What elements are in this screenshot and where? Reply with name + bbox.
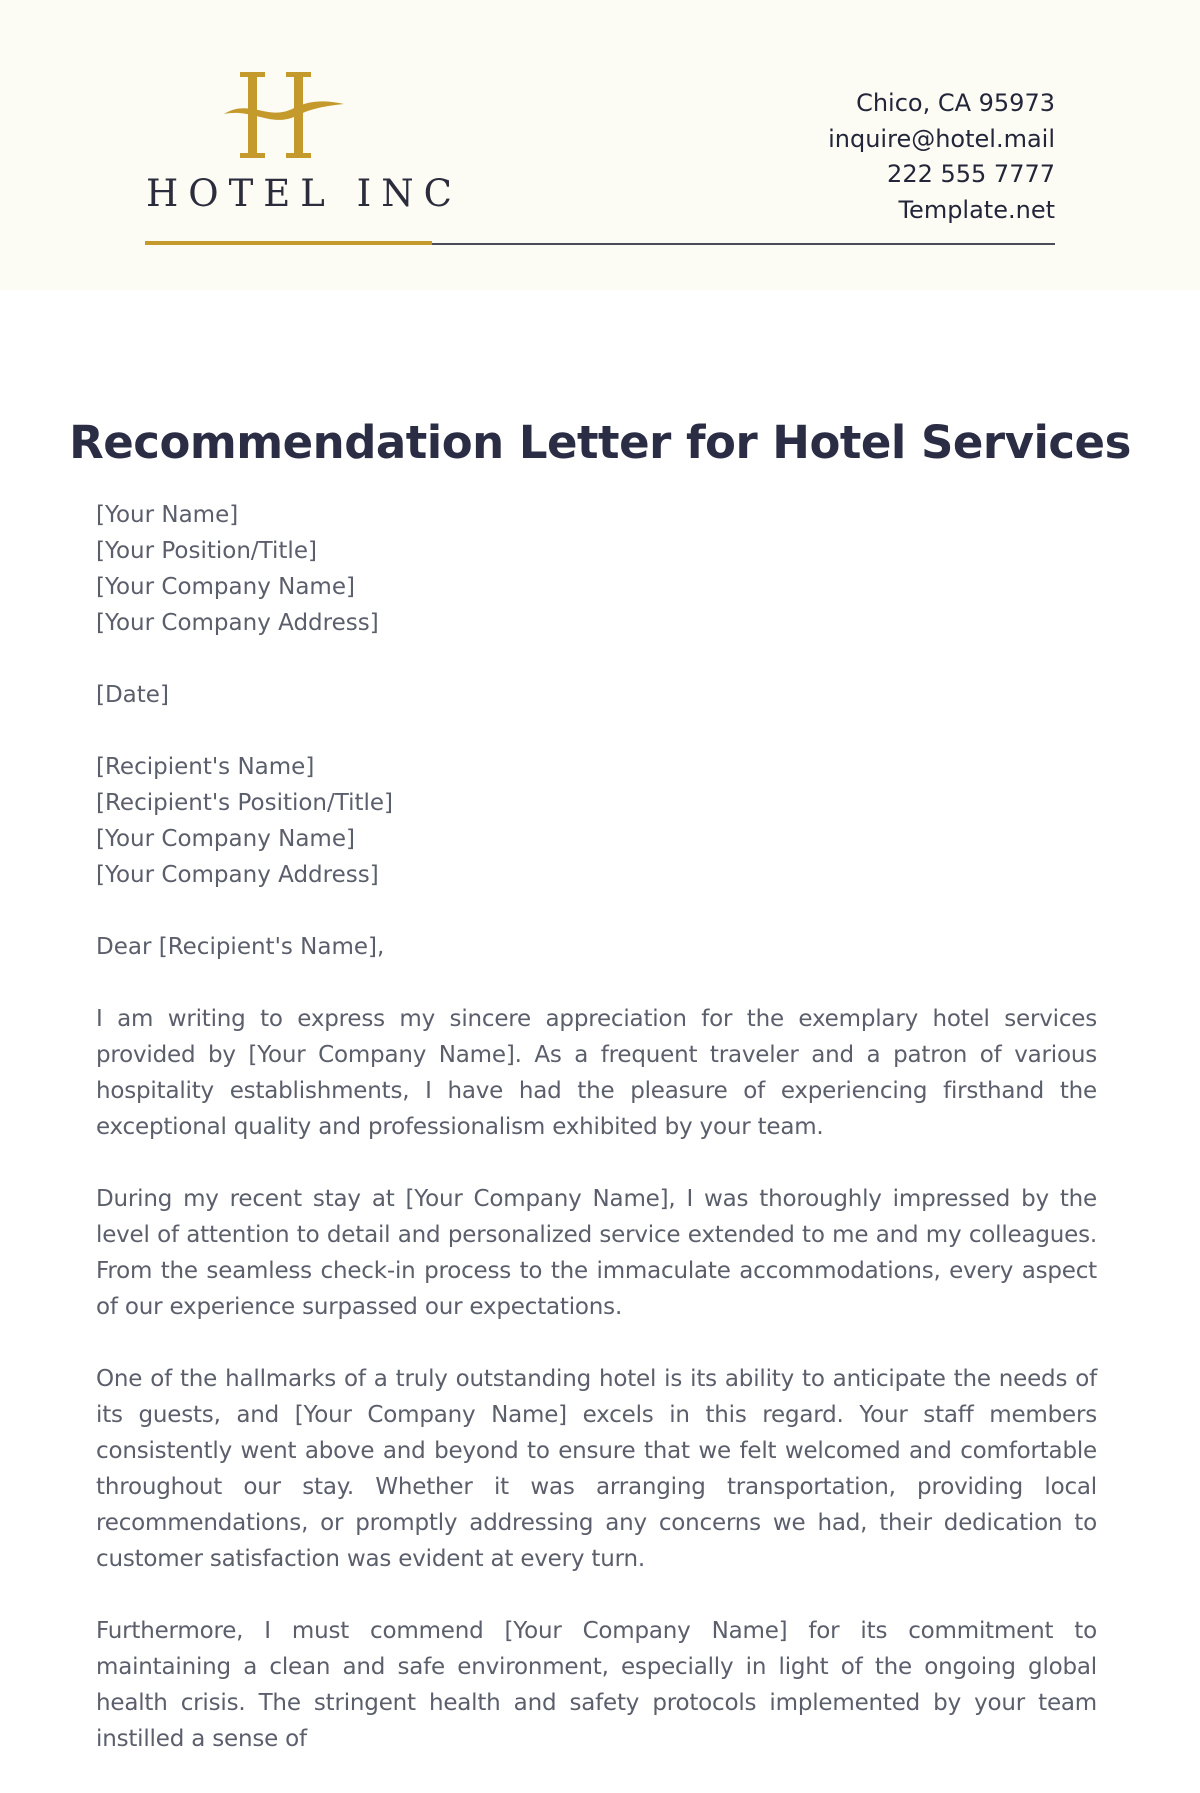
date-block bbox=[96, 677, 1097, 713]
contact-website: Template.net bbox=[898, 195, 1055, 224]
sender-address: [Your Company Address] bbox=[96, 610, 379, 636]
sender-position: [Your Position/Title] bbox=[96, 538, 317, 564]
contact-address: Chico, CA 95973 bbox=[856, 89, 1055, 117]
recipient-address: [Your Company Address] bbox=[96, 862, 379, 888]
salutation-block bbox=[96, 929, 1097, 965]
letter-body bbox=[96, 497, 1097, 1793]
letter-date: [Date] bbox=[96, 682, 169, 708]
recipient-block bbox=[96, 749, 1097, 893]
contact-email: inquire@hotel.mail bbox=[828, 124, 1055, 153]
paragraph: Furthermore, I must commend [Your Company Name] for its commitment to maintaining a clean and safe environment, especially in light of the ongoing global health crisis. The stringent health and safety protocols implemented by your team instilled a sense of bbox=[96, 1618, 1097, 1752]
sender-block bbox=[96, 497, 1097, 641]
letterhead bbox=[0, 0, 1200, 290]
letter-title: Recommendation Letter for Hotel Services bbox=[69, 416, 1131, 469]
contact-info bbox=[828, 86, 1055, 228]
recipient-name: [Recipient's Name] bbox=[96, 754, 315, 780]
header-divider-rule bbox=[432, 243, 1055, 245]
paragraph: I am writing to express my sincere appreciation for the exemplary hotel services provided by [Your Company Name]. As a frequent traveler and a patron of various hospitality establishments, I have had the pleasure of experiencing firsthand the exceptional quality and professionalism exhibited by your team. bbox=[96, 1006, 1097, 1140]
salutation: Dear [Recipient's Name], bbox=[96, 934, 385, 960]
paragraph: One of the hallmarks of a truly outstanding hotel is its ability to anticipate the needs of its guests, and [Your Company Name] excels in this regard. Your staff members consistently went above and beyond to ensure that we felt welcomed and comfortable throughout our stay. Whether it was arranging transportation, providing local recommendations, or promptly addressing any concerns we had, their dedication to customer satisfaction was evident at every turn. bbox=[96, 1366, 1097, 1572]
header-accent-rule bbox=[145, 241, 432, 245]
contact-phone: 222 555 7777 bbox=[887, 160, 1055, 188]
sender-company: [Your Company Name] bbox=[96, 574, 355, 600]
paragraph: During my recent stay at [Your Company Name], I was thoroughly impressed by the level of attention to detail and personalized service extended to me and my colleagues. From the seamless check-in process to the immaculate accommodations, every aspect of our experience surpassed our expectations. bbox=[96, 1186, 1097, 1320]
company-logo-text: HOTEL INC bbox=[146, 172, 462, 215]
hotel-logo-icon bbox=[222, 72, 346, 158]
recipient-company: [Your Company Name] bbox=[96, 826, 355, 852]
recipient-position: [Recipient's Position/Title] bbox=[96, 790, 394, 816]
sender-name: [Your Name] bbox=[96, 502, 239, 528]
